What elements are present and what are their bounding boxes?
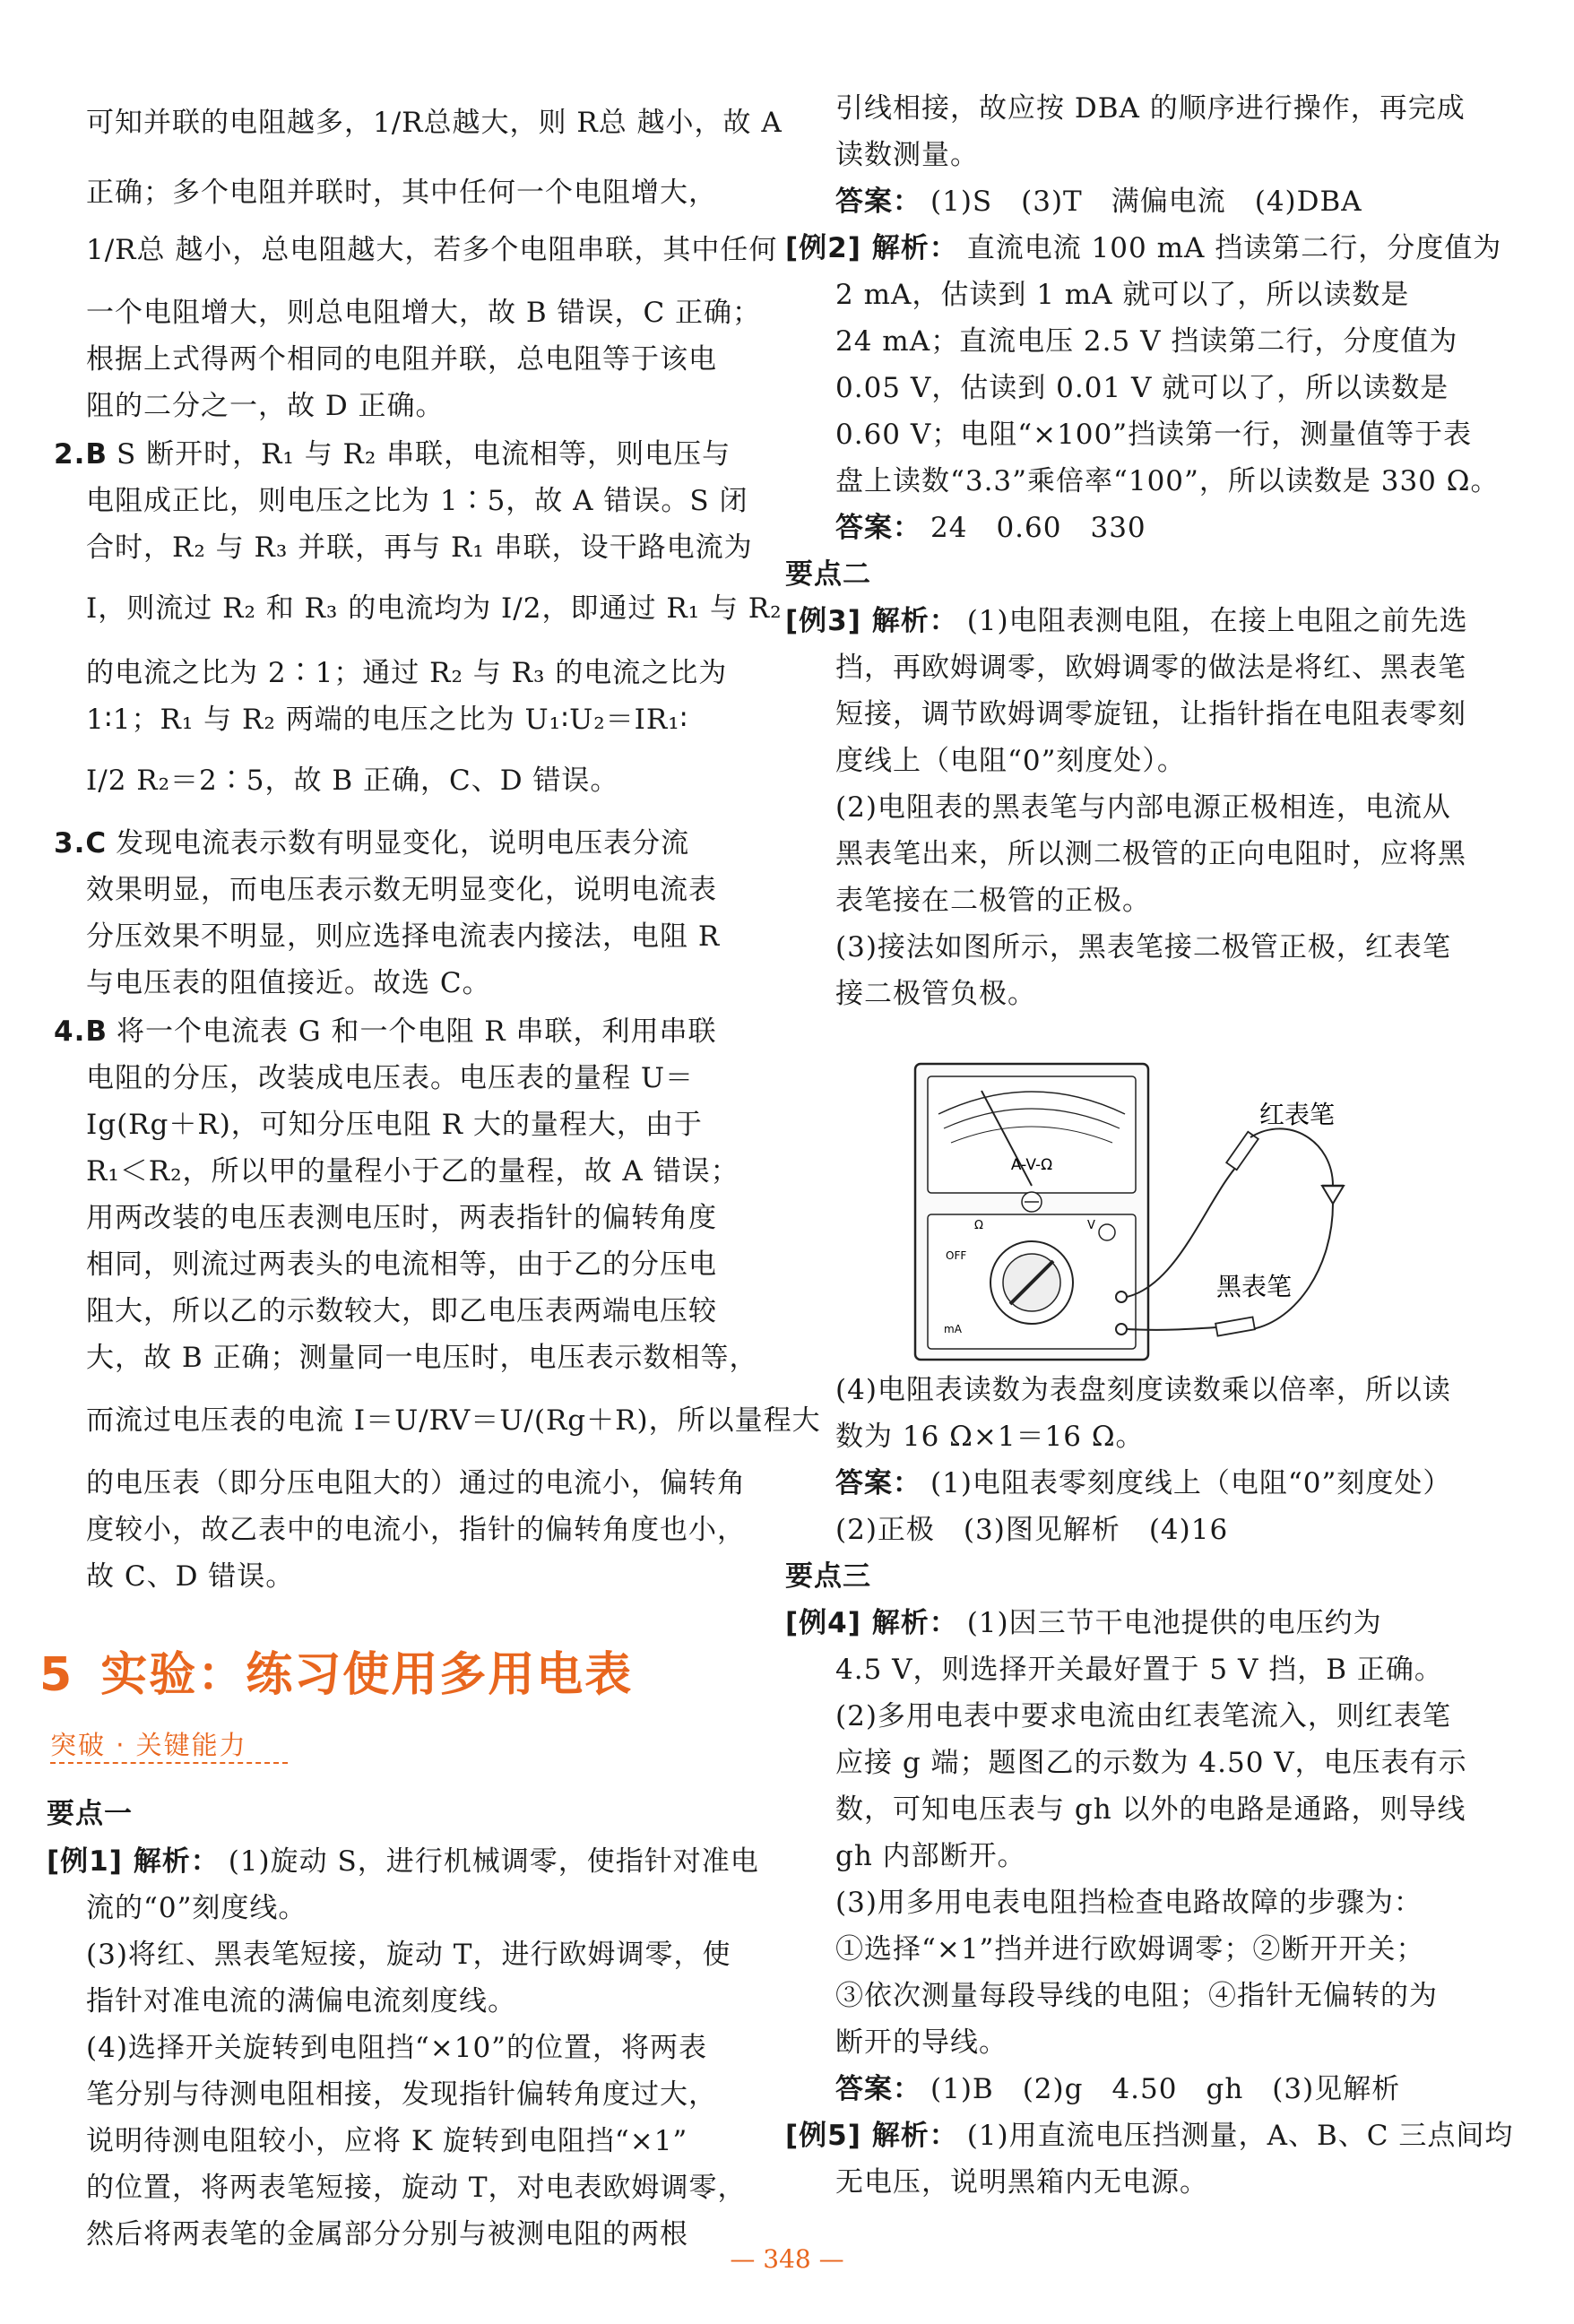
text-line xyxy=(835,1467,1452,1499)
text-line xyxy=(835,2166,1208,2199)
line-text: ③依次测量每段导线的电阻；④指针无偏转的为 xyxy=(835,1980,1438,2012)
text-line xyxy=(47,1798,142,1830)
text-line xyxy=(785,232,1502,264)
line-text: 数为 16 Ω×1＝16 Ω。 xyxy=(835,1421,1145,1453)
text-line xyxy=(86,1062,694,1094)
line-text: gh 内部断开。 xyxy=(835,1840,1026,1872)
line-text: 黑表笔出来，所以测二极管的正向电阻时，应将黑 xyxy=(835,838,1466,870)
line-text: (1)旋动 S，进行机械调零，使指针对准电 xyxy=(228,1845,759,1878)
line-text: R₁＜R₂，所以甲的量程小于乙的量程，故 A 错误； xyxy=(86,1155,739,1188)
line-label: 答案： xyxy=(835,512,921,544)
plus-terminal xyxy=(1116,1292,1127,1302)
section-title: 实验：练习使用多用电表 xyxy=(100,1648,634,1702)
text-line xyxy=(835,654,1466,682)
line-text: 度线上（电阻“0”刻度处）。 xyxy=(835,745,1186,777)
line-text: 根据上式得两个相同的电阻并联，总电阻等于该电 xyxy=(86,343,717,376)
line-text: 效果明显，而电压表示数无明显变化，说明电流表 xyxy=(86,874,717,906)
dial-ma-label: mA xyxy=(944,1323,962,1335)
line-text: 的位置，将两表笔短接，旋动 T，对电表欧姆调零， xyxy=(86,2172,747,2204)
text-line xyxy=(785,1560,880,1593)
text-line xyxy=(785,1607,1382,1639)
section-number: 5 xyxy=(39,1648,74,1702)
line-text: 阻的二分之一，故 D 正确。 xyxy=(86,390,445,422)
line-text: I/2 R₂＝2∶5，故 B 正确，C、D 错误。 xyxy=(86,765,619,797)
line-text: 笔分别与待测电阻相接，发现指针偏转角度过大， xyxy=(86,2078,717,2111)
line-label: 2.B xyxy=(54,438,108,471)
text-line xyxy=(835,698,1466,730)
text-line xyxy=(86,2078,717,2111)
line-text: 24 0.60 330 xyxy=(930,512,1146,544)
text-line xyxy=(835,1656,1443,1684)
text-line xyxy=(86,1248,717,1281)
line-text: 大，故 B 正确；测量同一电压时，电压表示数相等， xyxy=(86,1342,758,1374)
line-text: 0.60 V；电阻“×100”挡读第一行，测量值等于表 xyxy=(835,419,1473,451)
text-line xyxy=(86,343,717,376)
line-text: 正确；多个电阻并联时，其中任何一个电阻增大， xyxy=(86,177,717,209)
line-text: 1/R总 越小，总电阻越大，若多个电阻串联，其中任何 xyxy=(86,234,778,266)
line-text: 一个电阻增大，则总电阻增大，故 B 错误，C 正确； xyxy=(86,297,762,329)
line-label: 答案： xyxy=(835,186,921,218)
diode-symbol xyxy=(1322,1186,1344,1204)
text-line xyxy=(47,1845,759,1878)
text-line xyxy=(835,1933,1425,1965)
text-line xyxy=(835,978,1036,1010)
line-text: 0.05 V，估读到 0.01 V 就可以了，所以读数是 xyxy=(835,372,1449,404)
text-line xyxy=(86,1344,758,1372)
line-label: 要点一 xyxy=(47,1798,133,1830)
line-text: 4.5 V，则选择开关最好置于 5 V 挡，B 正确。 xyxy=(835,1654,1443,1686)
line-text: 可知并联的电阻越多，1/R总越大，则 R总 越小，故 A xyxy=(86,107,783,139)
line-text: 断开的导线。 xyxy=(835,2026,1008,2059)
text-line xyxy=(86,2125,688,2157)
text-line xyxy=(835,838,1466,870)
red-probe-label: 红表笔 xyxy=(1259,1100,1336,1129)
line-text: (1)S (3)T 满偏电流 (4)DBA xyxy=(930,186,1362,218)
subsection-underline xyxy=(50,1762,288,1764)
text-line xyxy=(86,531,753,564)
line-text: 盘上读数“3.3”乘倍率“100”，所以读数是 330 Ω。 xyxy=(835,465,1500,497)
black-probe-label: 黑表笔 xyxy=(1216,1272,1293,1301)
text-line xyxy=(86,1892,307,1924)
red-probe xyxy=(1226,1132,1258,1170)
line-text: 读数测量。 xyxy=(835,139,979,171)
meter-face xyxy=(928,1076,1136,1193)
line-label: [例5] 解析： xyxy=(785,2120,958,2152)
text-line xyxy=(835,1840,1026,1872)
text-line xyxy=(835,791,1451,824)
text-line xyxy=(86,1404,821,1437)
dial-v-label: V xyxy=(1087,1219,1095,1232)
text-line xyxy=(835,1793,1466,1826)
text-line xyxy=(86,1985,516,2017)
text-line xyxy=(86,657,728,689)
line-label: 要点三 xyxy=(785,1560,871,1593)
text-line xyxy=(86,390,445,422)
line-text: 流的“0”刻度线。 xyxy=(86,1892,307,1924)
line-text: 故 C、D 错误。 xyxy=(86,1560,295,1593)
minus-terminal xyxy=(1116,1324,1127,1335)
text-line xyxy=(835,1700,1451,1732)
dial-omega-label: Ω xyxy=(974,1219,983,1232)
line-text: 与电压表的阻值接近。故选 C。 xyxy=(86,967,491,999)
line-text: 发现电流表示数有明显变化，说明电压表分流 xyxy=(116,827,690,860)
line-text: 阻大，所以乙的示数较大，即乙电压表两端电压较 xyxy=(86,1295,717,1327)
text-line xyxy=(785,558,880,591)
line-label: 4.B xyxy=(54,1015,108,1048)
line-text: 将一个电流表 G 和一个电阻 R 串联，利用串联 xyxy=(116,1015,717,1048)
line-text: (4)电阻表读数为表盘刻度读数乘以倍率，所以读 xyxy=(835,1374,1451,1406)
line-text: (1)因三节干电池提供的电压约为 xyxy=(966,1607,1382,1639)
text-line xyxy=(86,1941,731,1969)
line-text: (2)正极 (3)图见解析 (4)16 xyxy=(835,1514,1229,1546)
meter-label: A-V-Ω xyxy=(1010,1156,1053,1174)
text-line xyxy=(835,281,1409,309)
text-line xyxy=(835,325,1458,358)
text-line xyxy=(54,438,731,471)
text-line xyxy=(86,1202,717,1234)
line-text: (1)电阻表测电阻，在接上电阻之前先选 xyxy=(966,605,1468,637)
text-line xyxy=(835,887,1151,915)
text-line xyxy=(86,1560,295,1593)
line-text: 短接，调节欧姆调零旋钮，让指针指在电阻表零刻 xyxy=(835,698,1466,730)
text-line xyxy=(54,827,690,860)
line-label: 3.C xyxy=(54,827,108,860)
text-line xyxy=(86,767,618,795)
line-text: (3)接法如图所示，黑表笔接二极管正极，红表笔 xyxy=(835,931,1451,963)
text-line xyxy=(86,967,491,999)
line-text: 应接 g 端；题图乙的示数为 4.50 V，电压表有示 xyxy=(835,1747,1467,1779)
text-line xyxy=(86,874,717,906)
text-line xyxy=(835,1516,1228,1544)
line-text: (1)电阻表零刻度线上（电阻“0”刻度处） xyxy=(930,1467,1452,1499)
line-text: 电阻成正比，则电压之比为 1∶5，故 A 错误。S 闭 xyxy=(86,485,748,517)
dial-off-label: OFF xyxy=(946,1249,967,1262)
line-text: 无电压，说明黑箱内无电源。 xyxy=(835,2166,1208,2199)
line-text: 挡，再欧姆调零，欧姆调零的做法是将红、黑表笔 xyxy=(835,652,1466,684)
line-text: (3)将红、黑表笔短接，旋动 T，进行欧姆调零，使 xyxy=(86,1939,731,1971)
line-text: (2)多用电表中要求电流由红表笔流入，则红表笔 xyxy=(835,1700,1451,1732)
text-line xyxy=(86,1467,746,1499)
text-line xyxy=(835,514,1146,542)
text-line xyxy=(86,1295,717,1327)
text-line xyxy=(835,747,1186,775)
line-text: (3)用多用电表电阻挡检查电路故障的步骤为： xyxy=(835,1887,1423,1919)
line-text: 电阻的分压，改装成电压表。电压表的量程 U＝ xyxy=(86,1062,694,1094)
line-text: 用两改装的电压表测电压时，两表指针的偏转角度 xyxy=(86,1202,717,1234)
line-text: 的电压表（即分压电阻大的）通过的电流小，偏转角 xyxy=(86,1467,746,1499)
line-text: S 断开时，R₁ 与 R₂ 串联，电流相等，则电压与 xyxy=(116,438,731,471)
line-text: I，则流过 R₂ 和 R₃ 的电流均为 I/2，即通过 R₁ 与 R₂ xyxy=(86,592,783,625)
line-label: 答案： xyxy=(835,1467,921,1499)
line-text: 而流过电压表的电流 I＝U/RV＝U/(Rg＋R)，所以量程大 xyxy=(86,1404,821,1437)
ohm-adjust-knob xyxy=(1099,1224,1115,1240)
text-line xyxy=(835,1749,1467,1777)
text-line xyxy=(785,605,1468,637)
text-line xyxy=(835,92,1466,125)
text-line xyxy=(835,139,979,171)
line-label: [例3] 解析： xyxy=(785,605,958,637)
text-line xyxy=(86,2174,747,2202)
black-probe xyxy=(1215,1317,1255,1335)
line-text: 然后将两表笔的金属部分分别与被测电阻的两根 xyxy=(86,2218,688,2251)
line-label: 要点二 xyxy=(785,558,871,591)
line-text: Ig(Rg＋R)，可知分压电阻 R 大的量程大，由于 xyxy=(86,1109,703,1141)
line-text: (1)B (2)g 4.50 gh (3)见解析 xyxy=(930,2073,1401,2105)
line-text: (1)用直流电压挡测量，A、B、C 三点间均 xyxy=(966,2120,1514,2152)
line-text: 24 mA；直流电压 2.5 V 挡读第二行，分度值为 xyxy=(835,325,1458,358)
text-line xyxy=(835,1423,1145,1451)
text-line xyxy=(835,465,1500,497)
subsection-heading: 突破 · 关键能力 xyxy=(50,1730,247,1760)
line-label: [例2] 解析： xyxy=(785,232,958,264)
line-text: 指针对准电流的满偏电流刻度线。 xyxy=(86,1985,516,2017)
text-line xyxy=(835,931,1451,963)
text-line xyxy=(86,485,748,517)
line-text: ①选择“×1”挡并进行欧姆调零；②断开开关； xyxy=(835,1933,1425,1965)
text-line xyxy=(86,592,783,625)
text-line xyxy=(86,299,761,327)
text-line xyxy=(785,2122,1513,2150)
text-line xyxy=(54,1015,717,1048)
text-line xyxy=(835,421,1472,449)
text-line xyxy=(835,372,1449,404)
line-text: 合时，R₂ 与 R₃ 并联，再与 R₁ 串联，设干路电流为 xyxy=(86,531,753,564)
line-text: 说明待测电阻较小，应将 K 旋转到电阻挡“×1” xyxy=(86,2125,688,2157)
page-number: — 348 — xyxy=(730,2244,844,2274)
multimeter-diagram xyxy=(912,1060,1440,1365)
text-line xyxy=(86,2032,708,2064)
line-text: 引线相接，故应按 DBA 的顺序进行操作，再完成 xyxy=(835,92,1466,125)
text-line xyxy=(835,2073,1401,2105)
line-text: 的电流之比为 2∶1；通过 R₂ 与 R₃ 的电流之比为 xyxy=(86,657,728,689)
line-label: [例4] 解析： xyxy=(785,1607,958,1639)
text-line xyxy=(86,234,778,266)
text-line xyxy=(86,1155,739,1188)
line-text: 度较小，故乙表中的电流小，指针的偏转角度也小， xyxy=(86,1514,746,1546)
text-line xyxy=(835,1889,1423,1917)
text-line xyxy=(86,706,688,734)
line-label: 答案： xyxy=(835,2073,921,2105)
line-text: 2 mA，估读到 1 mA 就可以了，所以读数是 xyxy=(835,279,1410,311)
text-line xyxy=(835,1374,1451,1406)
text-line xyxy=(86,920,721,953)
text-line xyxy=(835,1980,1438,2012)
text-line xyxy=(835,188,1362,216)
line-text: 直流电流 100 mA 挡读第二行，分度值为 xyxy=(966,232,1502,264)
text-line xyxy=(86,179,717,207)
section-heading xyxy=(39,1637,633,1704)
line-text: 接二极管负极。 xyxy=(835,978,1036,1010)
line-text: 1∶1；R₁ 与 R₂ 两端的电压之比为 U₁∶U₂＝IR₁∶ xyxy=(86,704,688,736)
line-label: [例1] 解析： xyxy=(47,1845,220,1878)
text-line xyxy=(86,109,783,137)
text-line xyxy=(86,1111,703,1139)
line-text: 数，可知电压表与 gh 以外的电路是通路，则导线 xyxy=(835,1793,1466,1826)
text-line xyxy=(86,1516,746,1544)
line-text: (4)选择开关旋转到电阻挡“×10”的位置，将两表 xyxy=(86,2032,708,2064)
line-text: (2)电阻表的黑表笔与内部电源正极相连，电流从 xyxy=(835,791,1451,824)
line-text: 分压效果不明显，则应选择电流表内接法，电阻 R xyxy=(86,920,721,953)
text-line xyxy=(835,2026,1008,2059)
line-text: 表笔接在二极管的正极。 xyxy=(835,885,1151,917)
line-text: 相同，则流过两表头的电流相等，由于乙的分压电 xyxy=(86,1248,717,1281)
